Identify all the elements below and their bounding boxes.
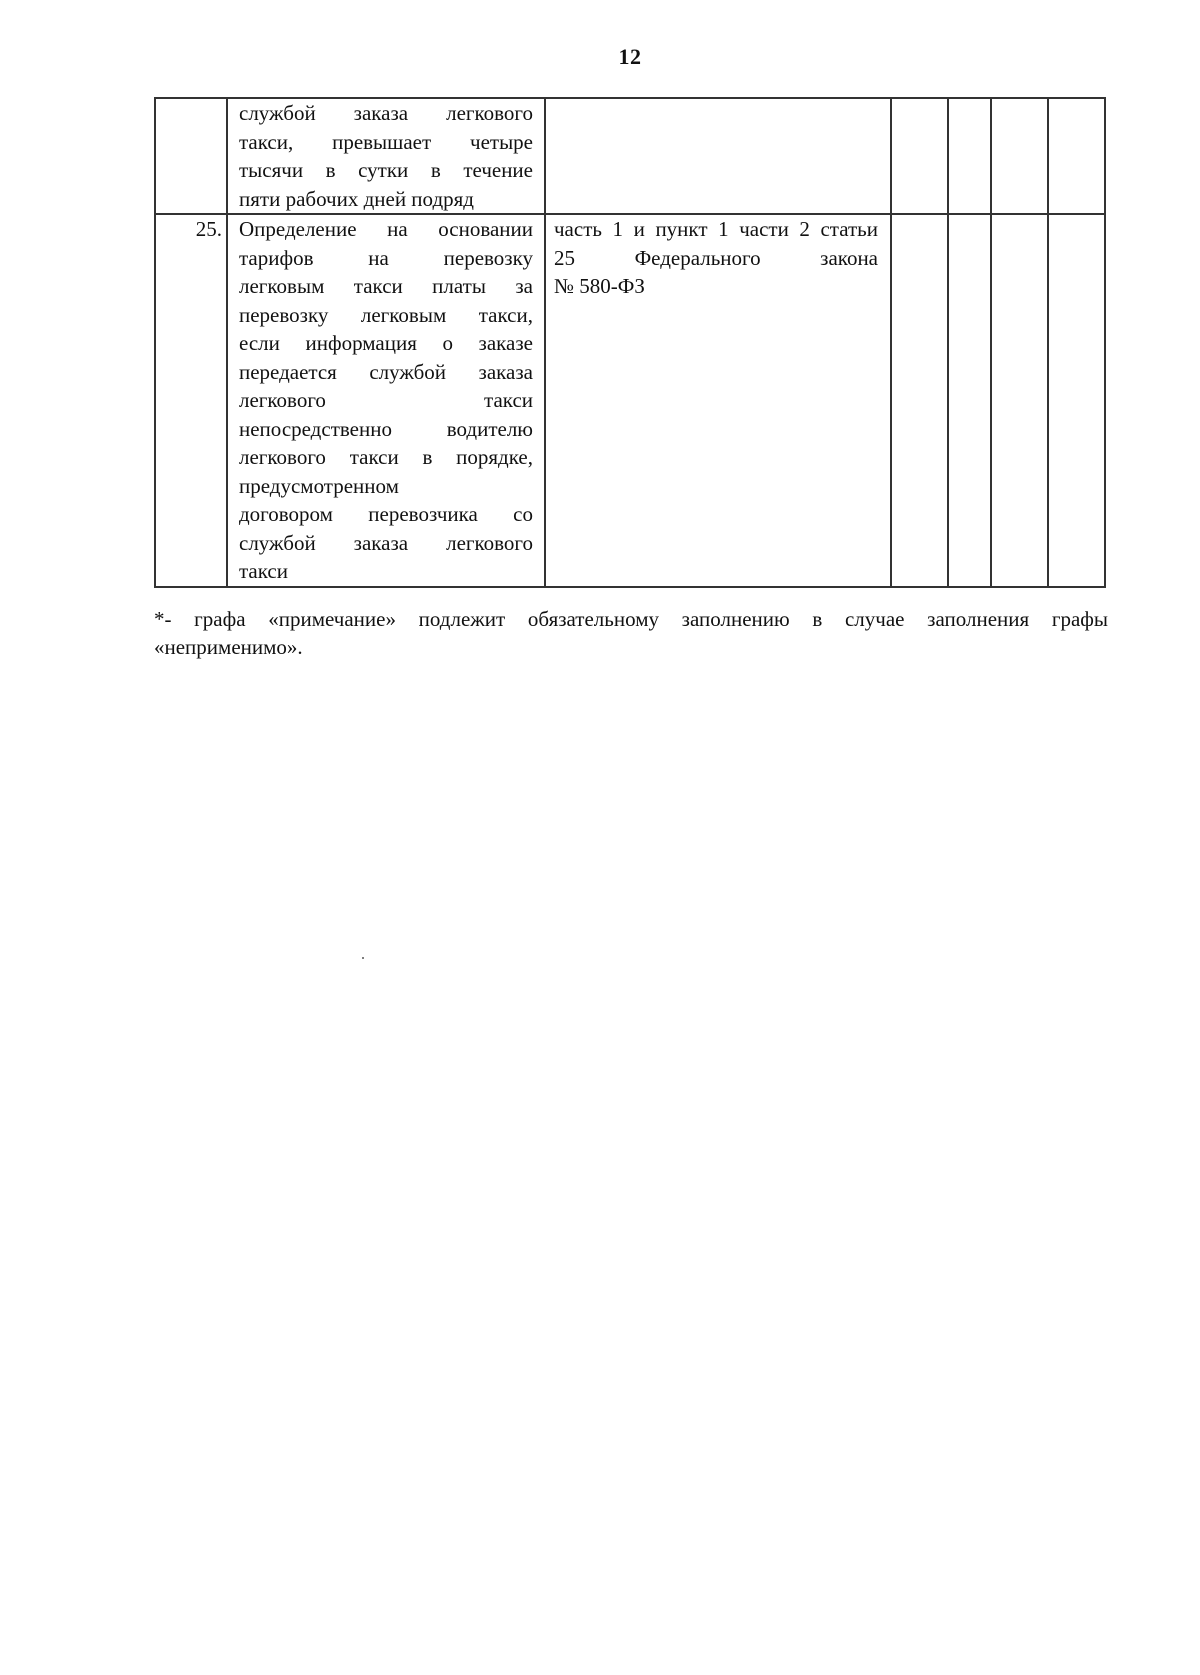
basis-line: № 580-ФЗ: [554, 274, 645, 298]
text-line: договором перевозчика со: [239, 502, 533, 526]
text-line: передается службой заказа: [239, 359, 533, 384]
text-line: перевозку легковым такси,: [239, 302, 533, 327]
footnote-line: *- графа «примечание» подлежит обязательному заполнению в случае заполнения графы: [154, 607, 1108, 631]
empty-cell: [991, 214, 1048, 587]
text-line: тысячи в сутки в течение: [239, 158, 533, 182]
requirement-text-cell: [227, 98, 545, 214]
text-line: легкового такси: [239, 388, 533, 412]
basis-line: 25 Федерального закона: [554, 245, 878, 270]
requirement-text-cell: [227, 214, 545, 587]
footnote: [154, 605, 1108, 661]
requirements-table: [154, 97, 1106, 588]
empty-cell: [891, 214, 948, 587]
text-line: пяти рабочих дней подряд: [239, 186, 474, 211]
legal-basis-cell: [545, 214, 891, 587]
page-number: 12: [618, 44, 642, 69]
text-line: предусмотренном: [239, 473, 399, 498]
text-line: такси, превышает четыре: [239, 129, 533, 154]
empty-cell: [891, 98, 948, 214]
footnote-line: «неприменимо».: [154, 635, 303, 659]
text-line: службой заказа легкового: [239, 530, 533, 555]
text-line: непосредственно водителю: [239, 416, 533, 441]
table-row: [155, 98, 1105, 214]
row-number-cell: [155, 98, 227, 214]
row-number-cell: 25.: [155, 214, 227, 587]
empty-cell: [991, 98, 1048, 214]
basis-line: часть 1 и пункт 1 части 2 статьи: [554, 217, 878, 241]
scan-speck: [362, 957, 364, 959]
empty-cell: [1048, 214, 1105, 587]
text-line: такси: [239, 559, 288, 583]
text-line: Определение на основании: [239, 217, 533, 241]
text-line: службой заказа легкового: [239, 101, 533, 125]
legal-basis-cell: [545, 98, 891, 214]
empty-cell: [948, 214, 991, 587]
text-line: легковым такси платы за: [239, 274, 533, 298]
empty-cell: [1048, 98, 1105, 214]
text-line: легкового такси в порядке,: [239, 445, 533, 469]
text-line: тарифов на перевозку: [239, 245, 533, 270]
text-line: если информация о заказе: [239, 331, 533, 355]
table-row: [155, 214, 1105, 587]
empty-cell: [948, 98, 991, 214]
